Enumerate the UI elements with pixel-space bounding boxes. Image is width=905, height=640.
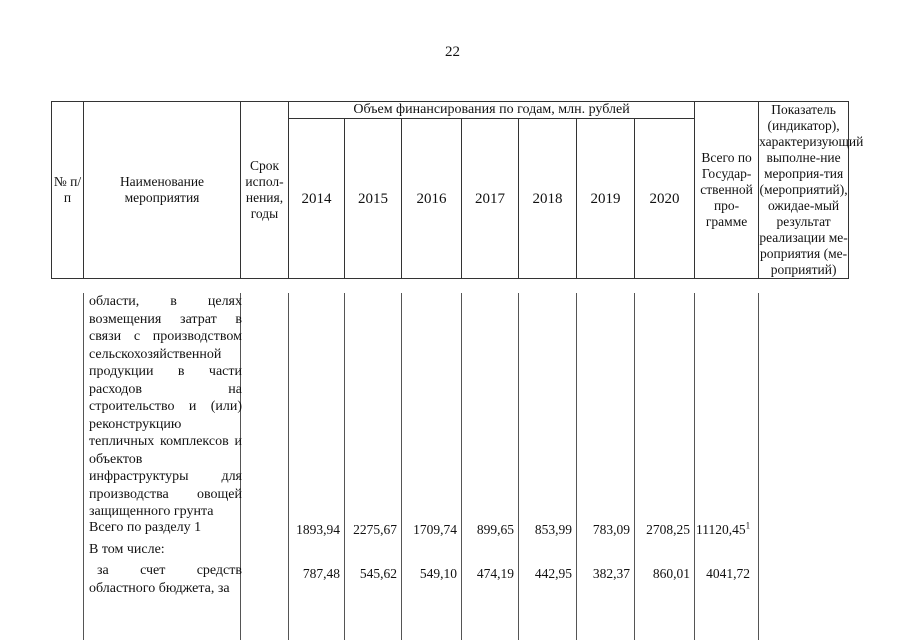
row-label-regional-budget: за счет средств областного бюджета, за <box>89 563 242 596</box>
cell-2014: 787,48 <box>302 566 340 581</box>
cell-2017: 474,19 <box>476 566 514 581</box>
header-total: Всего по Государ-ственной про-грамме <box>695 102 759 279</box>
column-rule <box>576 293 577 640</box>
footnote-mark: 1 <box>745 520 751 531</box>
column-rule <box>288 293 289 640</box>
cell-2018: 442,95 <box>534 566 572 581</box>
cell-2017: 899,65 <box>476 522 514 537</box>
cell-2015: 2275,67 <box>353 522 397 537</box>
column-rule <box>634 293 635 640</box>
column-rule <box>694 293 695 640</box>
column-rule <box>518 293 519 640</box>
header-year: 2019 <box>577 119 635 279</box>
cell-total: 4041,72 <box>706 566 750 581</box>
cell-2016: 549,10 <box>419 566 457 581</box>
header-num: № п/п <box>52 102 84 279</box>
header-funding-group: Объем финансирования по годам, млн. рублей <box>289 102 695 119</box>
cell-2019: 382,37 <box>592 566 630 581</box>
cell-2018: 853,99 <box>534 522 572 537</box>
column-rule <box>758 293 759 640</box>
header-year: 2020 <box>635 119 695 279</box>
header-year: 2016 <box>402 119 462 279</box>
row-label-including: В том числе: <box>89 542 165 557</box>
cell-2014: 1893,94 <box>296 522 340 537</box>
measure-description: области, в целях возмещения затрат в связи с производством сельскохозяйственной продукции в части расходов на строительство и (или) реконструкцию тепличных комплексов и объектов инфраструктуры для производства овощей защищенного грунта <box>89 294 242 519</box>
column-rule <box>401 293 402 640</box>
header-year: 2015 <box>345 119 402 279</box>
header-term: Срок испол-нения, годы <box>241 102 289 279</box>
cell-2016: 1709,74 <box>413 522 457 537</box>
header-year: 2017 <box>462 119 519 279</box>
header-year: 2018 <box>519 119 577 279</box>
cell-total-value: 11120,45 <box>696 522 746 537</box>
cell-2020: 860,01 <box>652 566 690 581</box>
header-year: 2014 <box>289 119 345 279</box>
column-rule <box>83 293 84 640</box>
table-header <box>51 101 864 279</box>
cell-2020: 2708,25 <box>646 522 690 537</box>
header-indicator: Показатель (индикатор), характеризующий выполне-ние мероприя-тия (мероприятий), ожидае-мый результат реализации ме-роприятия (ме-роприятий) <box>759 102 864 277</box>
cell-total <box>696 522 750 538</box>
page-number: 22 <box>445 44 460 60</box>
column-rule <box>344 293 345 640</box>
cell-2019: 783,09 <box>592 522 630 537</box>
row-label-section-total: Всего по разделу 1 <box>89 520 202 535</box>
header-name: Наименование мероприятия <box>84 102 241 279</box>
column-rule <box>461 293 462 640</box>
cell-2015: 545,62 <box>359 566 397 581</box>
